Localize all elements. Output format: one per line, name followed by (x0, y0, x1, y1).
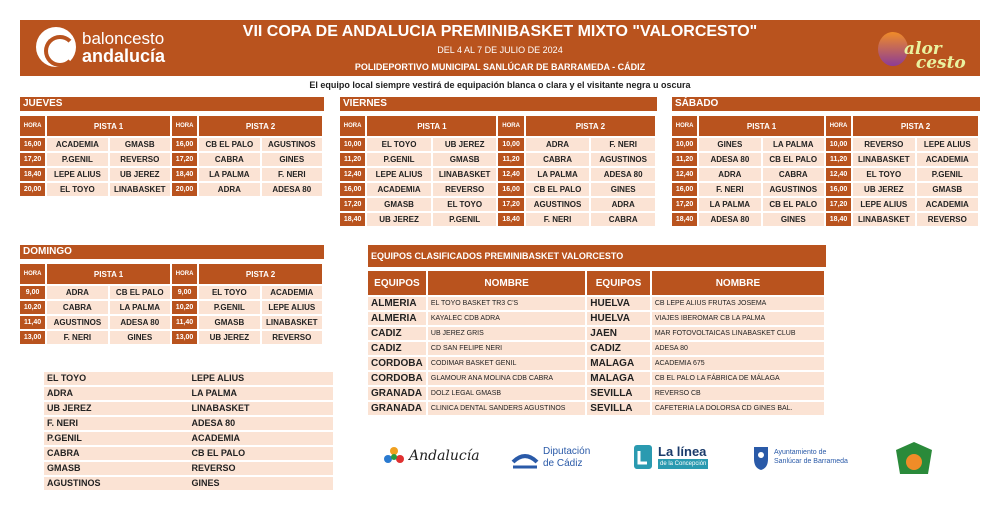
schedule-sabado (672, 97, 980, 228)
nombre-header: NOMBRE (428, 271, 585, 295)
team-cell: F. NERI (262, 168, 322, 181)
pista2-header: PISTA 2 (199, 116, 322, 136)
match-time: 10,00 (498, 138, 523, 151)
team-name: REVERSO (191, 463, 236, 473)
team-name: ADESA 80 (652, 342, 824, 355)
match-row (340, 183, 655, 196)
match-row (672, 213, 978, 226)
team-cell: ADESA 80 (110, 316, 170, 329)
match-time: 12,40 (498, 168, 523, 181)
logo-line2: andalucía (82, 45, 166, 66)
team-cell: P.GENIL (433, 213, 497, 226)
match-time: 13,00 (172, 331, 197, 344)
team-cell: F. NERI (526, 213, 590, 226)
sponsor-ayuntamiento: Ayuntamiento de Sanlúcar de Barrameda (752, 443, 848, 471)
team-name: REVERSO CB (652, 387, 824, 400)
team-cell: P.GENIL (199, 301, 259, 314)
day-title: JUEVES (20, 97, 324, 111)
province: SEVILLA (587, 402, 650, 415)
team-cell: F. NERI (47, 331, 107, 344)
match-time: 12,40 (340, 168, 365, 181)
andalucia-flower-icon (383, 446, 405, 466)
match-time: 18,40 (172, 168, 197, 181)
match-row (672, 153, 978, 166)
province: CORDOBA (368, 372, 426, 385)
team-cell: CABRA (199, 153, 259, 166)
team-cell: LA PALMA (110, 301, 170, 314)
province: MALAGA (587, 372, 650, 385)
match-row (672, 198, 978, 211)
team-cell: CABRA (47, 301, 107, 314)
province: GRANADA (368, 402, 426, 415)
match-time: 10,00 (826, 138, 851, 151)
match-time: 16,00 (672, 183, 697, 196)
clasificados-table (366, 269, 826, 417)
clasificados-row (368, 312, 824, 325)
team-pair-row (44, 447, 333, 460)
team-name: MAR FOTOVOLTAICAS LINABASKET CLUB (652, 327, 824, 340)
team-name: CODIMAR BASKET GENIL (428, 357, 585, 370)
team-cell: REVERSO (853, 138, 914, 151)
team-pair-row (44, 432, 333, 445)
team-cell: UB JEREZ (110, 168, 170, 181)
page-title: VII COPA DE ANDALUCIA PREMINIBASKET MIXTO "VALORCESTO" (242, 23, 758, 40)
team-cell: F. NERI (699, 183, 760, 196)
team-pair-row (44, 372, 333, 385)
team-name: P.GENIL (47, 433, 82, 443)
team-cell: ADRA (699, 168, 760, 181)
team-name: GMASB (47, 463, 81, 473)
match-time: 11,20 (826, 153, 851, 166)
team-cell: CB EL PALO (199, 138, 259, 151)
team-cell: LA PALMA (526, 168, 590, 181)
team-cell: CB EL PALO (110, 286, 170, 299)
team-name: EL TOYO (47, 373, 87, 383)
team-name: UB JEREZ (47, 403, 92, 413)
match-row (20, 183, 322, 196)
team-pair-row (44, 402, 333, 415)
team-cell: ADRA (47, 286, 107, 299)
match-row (340, 198, 655, 211)
pista1-header: PISTA 1 (47, 264, 170, 284)
team-cell: ADRA (526, 138, 590, 151)
team-cell: EL TOYO (47, 183, 107, 196)
team-name: GINES (191, 478, 220, 488)
province: JAEN (587, 327, 650, 340)
team-name: EL TOYO BASKET TR3 C'S (428, 297, 585, 310)
province: GRANADA (368, 387, 426, 400)
team-cell: LINABASKET (262, 316, 322, 329)
team-cell: CABRA (763, 168, 824, 181)
team-cell: UB JEREZ (367, 213, 431, 226)
province: CADIZ (368, 327, 426, 340)
hora-header: HORA (172, 116, 197, 136)
team-name: LINABASKET (191, 403, 250, 413)
schedule-table (338, 114, 657, 228)
hora-header: HORA (20, 264, 45, 284)
team-cell: REVERSO (917, 213, 978, 226)
match-time: 12,40 (672, 168, 697, 181)
team-cell: AGUSTINOS (47, 316, 107, 329)
province: HUELVA (587, 312, 650, 325)
kit-note: El equipo local siempre vestirá de equipación blanca o clara y el visitante negra u oscura (309, 80, 691, 90)
hora-header: HORA (498, 116, 523, 136)
match-time: 11,20 (340, 153, 365, 166)
team-cell: LINABASKET (110, 183, 170, 196)
schedule-table (670, 114, 980, 228)
team-pair-row (44, 462, 333, 475)
match-time: 10,00 (672, 138, 697, 151)
match-row (340, 138, 655, 151)
match-time: 17,20 (20, 153, 45, 166)
match-time: 17,20 (826, 198, 851, 211)
team-cell: GMASB (433, 153, 497, 166)
province: HUELVA (587, 297, 650, 310)
team-cell: P.GENIL (47, 153, 107, 166)
team-name: CB EL PALO (191, 448, 246, 458)
clasificados-row (368, 357, 824, 370)
team-name: LA PALMA (191, 388, 237, 398)
team-cell: GINES (262, 153, 322, 166)
team-cell: ACADEMIA (917, 198, 978, 211)
team-cell: REVERSO (110, 153, 170, 166)
schedule-jueves (20, 97, 324, 198)
team-cell: CB EL PALO (526, 183, 590, 196)
team-name: ACADEMIA 675 (652, 357, 824, 370)
diputacion-icon (511, 446, 539, 470)
team-name: VIAJES IBEROMAR CB LA PALMA (652, 312, 824, 325)
team-cell: LEPE ALIUS (47, 168, 107, 181)
match-time: 16,00 (498, 183, 523, 196)
province: CORDOBA (368, 357, 426, 370)
hora-header: HORA (172, 264, 197, 284)
match-time: 17,20 (340, 198, 365, 211)
team-name: ADRA (47, 388, 73, 398)
team-cell: AGUSTINOS (591, 153, 655, 166)
clasificados-section (368, 245, 826, 417)
team-name: CABRA (47, 448, 80, 458)
team-cell: LEPE ALIUS (917, 138, 978, 151)
team-cell: CB EL PALO (763, 198, 824, 211)
hora-header: HORA (826, 116, 851, 136)
logo-line1: baloncesto (82, 28, 165, 48)
team-cell: ADESA 80 (591, 168, 655, 181)
team-cell: LEPE ALIUS (367, 168, 431, 181)
team-cell: ACADEMIA (47, 138, 107, 151)
team-cell: ADESA 80 (699, 153, 760, 166)
match-time: 18,40 (672, 213, 697, 226)
team-pair-row (44, 387, 333, 400)
team-cell: LA PALMA (763, 138, 824, 151)
team-cell: REVERSO (433, 183, 497, 196)
province: CADIZ (587, 342, 650, 355)
match-time: 17,20 (672, 198, 697, 211)
team-cell: EL TOYO (199, 286, 259, 299)
match-row (672, 168, 978, 181)
team-name: CB EL PALO LA FÁBRICA DE MÁLAGA (652, 372, 824, 385)
team-name: CLINICA DENTAL SANDERS AGUSTINOS (428, 402, 585, 415)
team-cell: AGUSTINOS (763, 183, 824, 196)
team-cell: ADRA (199, 183, 259, 196)
team-cell: GMASB (917, 183, 978, 196)
clasificados-row (368, 387, 824, 400)
nombre-header: NOMBRE (652, 271, 824, 295)
team-cell: UB JEREZ (433, 138, 497, 151)
clasificados-row (368, 297, 824, 310)
team-cell: UB JEREZ (199, 331, 259, 344)
team-cell: LA PALMA (699, 198, 760, 211)
match-time: 16,00 (20, 138, 45, 151)
team-name: GLAMOUR ANA MOLINA CDB CABRA (428, 372, 585, 385)
match-time: 20,00 (20, 183, 45, 196)
match-time: 18,40 (498, 213, 523, 226)
match-time: 10,00 (340, 138, 365, 151)
day-title: SÁBADO (672, 97, 980, 111)
clasificados-title: EQUIPOS CLASIFICADOS PREMINIBASKET VALORCESTO (368, 245, 826, 267)
clasificados-row (368, 342, 824, 355)
team-name: KAYALEC CDB ADRA (428, 312, 585, 325)
match-row (20, 331, 322, 344)
team-cell: CB EL PALO (763, 153, 824, 166)
province: MALAGA (587, 357, 650, 370)
team-cell: LINABASKET (433, 168, 497, 181)
valorcesto-logo: alor cesto (872, 26, 962, 72)
schedule-table (18, 114, 324, 198)
team-cell: CABRA (526, 153, 590, 166)
match-row (20, 153, 322, 166)
team-cell: REVERSO (262, 331, 322, 344)
team-name: UB JEREZ GRIS (428, 327, 585, 340)
match-row (20, 168, 322, 181)
hora-header: HORA (20, 116, 45, 136)
team-cell: CABRA (591, 213, 655, 226)
match-time: 18,40 (826, 213, 851, 226)
baloncesto-andalucia-logo (36, 27, 165, 67)
day-title: VIERNES (340, 97, 657, 111)
match-time: 9,00 (172, 286, 197, 299)
clasificados-row (368, 402, 824, 415)
team-cell: GMASB (367, 198, 431, 211)
team-name: F. NERI (47, 418, 79, 428)
match-time: 16,00 (340, 183, 365, 196)
pista1-header: PISTA 1 (47, 116, 170, 136)
province: SEVILLA (587, 387, 650, 400)
team-name: ADESA 80 (191, 418, 236, 428)
event-dates: DEL 4 AL 7 DE JULIO DE 2024 (437, 45, 563, 55)
team-cell: EL TOYO (367, 138, 431, 151)
team-pairs-list (44, 372, 333, 492)
sponsor-junta-andalucia: Andalucía (383, 446, 480, 466)
team-cell: GMASB (110, 138, 170, 151)
clasificados-row (368, 327, 824, 340)
match-time: 17,20 (498, 198, 523, 211)
team-name: LEPE ALIUS (191, 373, 245, 383)
equipos-header: EQUIPOS (587, 271, 650, 295)
match-row (20, 138, 322, 151)
team-name: AGUSTINOS (47, 478, 101, 488)
match-row (20, 286, 322, 299)
match-row (672, 183, 978, 196)
club-shield-icon (892, 440, 936, 478)
match-time: 13,00 (20, 331, 45, 344)
team-name: CB LEPE ALIUS FRUTAS JOSEMA (652, 297, 824, 310)
team-cell: LINABASKET (853, 213, 914, 226)
team-cell: EL TOYO (853, 168, 914, 181)
match-row (340, 153, 655, 166)
team-cell: LA PALMA (199, 168, 259, 181)
schedule-table (18, 262, 324, 346)
team-cell: GINES (699, 138, 760, 151)
team-cell: LEPE ALIUS (853, 198, 914, 211)
event-venue: POLIDEPORTIVO MUNICIPAL SANLÚCAR DE BARRAMEDA - CÁDIZ (354, 62, 646, 72)
team-name: CD SAN FELIPE NERI (428, 342, 585, 355)
clasificados-row (368, 372, 824, 385)
pista1-header: PISTA 1 (367, 116, 496, 136)
match-time: 11,40 (20, 316, 45, 329)
match-row (672, 138, 978, 151)
la-linea-icon (632, 443, 654, 471)
schedule-domingo (20, 245, 324, 346)
sponsor-diputacion: Diputación de Cádiz (511, 446, 590, 470)
match-row (20, 316, 322, 329)
hora-header: HORA (340, 116, 365, 136)
match-row (340, 168, 655, 181)
team-cell: F. NERI (591, 138, 655, 151)
team-cell: ACADEMIA (262, 286, 322, 299)
day-title: DOMINGO (20, 245, 324, 259)
team-cell: ADESA 80 (699, 213, 760, 226)
team-cell: GINES (591, 183, 655, 196)
coat-of-arms-icon (752, 443, 770, 471)
team-name: CAFETERIA LA DOLORSA CD GINES BAL. (652, 402, 824, 415)
sponsor-la-linea: La línea de la Concepción (632, 443, 708, 471)
schedule-viernes (340, 97, 657, 228)
match-time: 16,00 (172, 138, 197, 151)
team-cell: GINES (110, 331, 170, 344)
header-banner (20, 20, 980, 76)
match-time: 11,20 (498, 153, 523, 166)
match-time: 16,00 (826, 183, 851, 196)
equipos-header: EQUIPOS (368, 271, 426, 295)
match-time: 18,40 (20, 168, 45, 181)
team-cell: ACADEMIA (367, 183, 431, 196)
province: ALMERIA (368, 297, 426, 310)
team-name: DOLZ LEGAL GMASB (428, 387, 585, 400)
team-cell: ACADEMIA (917, 153, 978, 166)
team-pair-row (44, 477, 333, 490)
pista1-header: PISTA 1 (699, 116, 824, 136)
team-cell: LINABASKET (853, 153, 914, 166)
pista2-header: PISTA 2 (526, 116, 655, 136)
hora-header: HORA (672, 116, 697, 136)
match-time: 9,00 (20, 286, 45, 299)
match-row (340, 213, 655, 226)
match-time: 10,20 (172, 301, 197, 314)
swirl-icon (36, 27, 76, 67)
team-pair-row (44, 417, 333, 430)
team-cell: P.GENIL (917, 168, 978, 181)
team-cell: ADRA (591, 198, 655, 211)
match-time: 20,00 (172, 183, 197, 196)
team-cell: ADESA 80 (262, 183, 322, 196)
team-cell: EL TOYO (433, 198, 497, 211)
match-time: 17,20 (172, 153, 197, 166)
team-cell: UB JEREZ (853, 183, 914, 196)
team-cell: GMASB (199, 316, 259, 329)
pista2-header: PISTA 2 (199, 264, 322, 284)
match-time: 10,20 (20, 301, 45, 314)
pista2-header: PISTA 2 (853, 116, 978, 136)
team-name: ACADEMIA (191, 433, 240, 443)
team-cell: AGUSTINOS (262, 138, 322, 151)
match-time: 11,40 (172, 316, 197, 329)
team-cell: GINES (763, 213, 824, 226)
team-cell: P.GENIL (367, 153, 431, 166)
team-cell: AGUSTINOS (526, 198, 590, 211)
match-time: 12,40 (826, 168, 851, 181)
match-row (20, 301, 322, 314)
province: CADIZ (368, 342, 426, 355)
team-cell: LEPE ALIUS (262, 301, 322, 314)
match-time: 18,40 (340, 213, 365, 226)
province: ALMERIA (368, 312, 426, 325)
match-time: 11,20 (672, 153, 697, 166)
